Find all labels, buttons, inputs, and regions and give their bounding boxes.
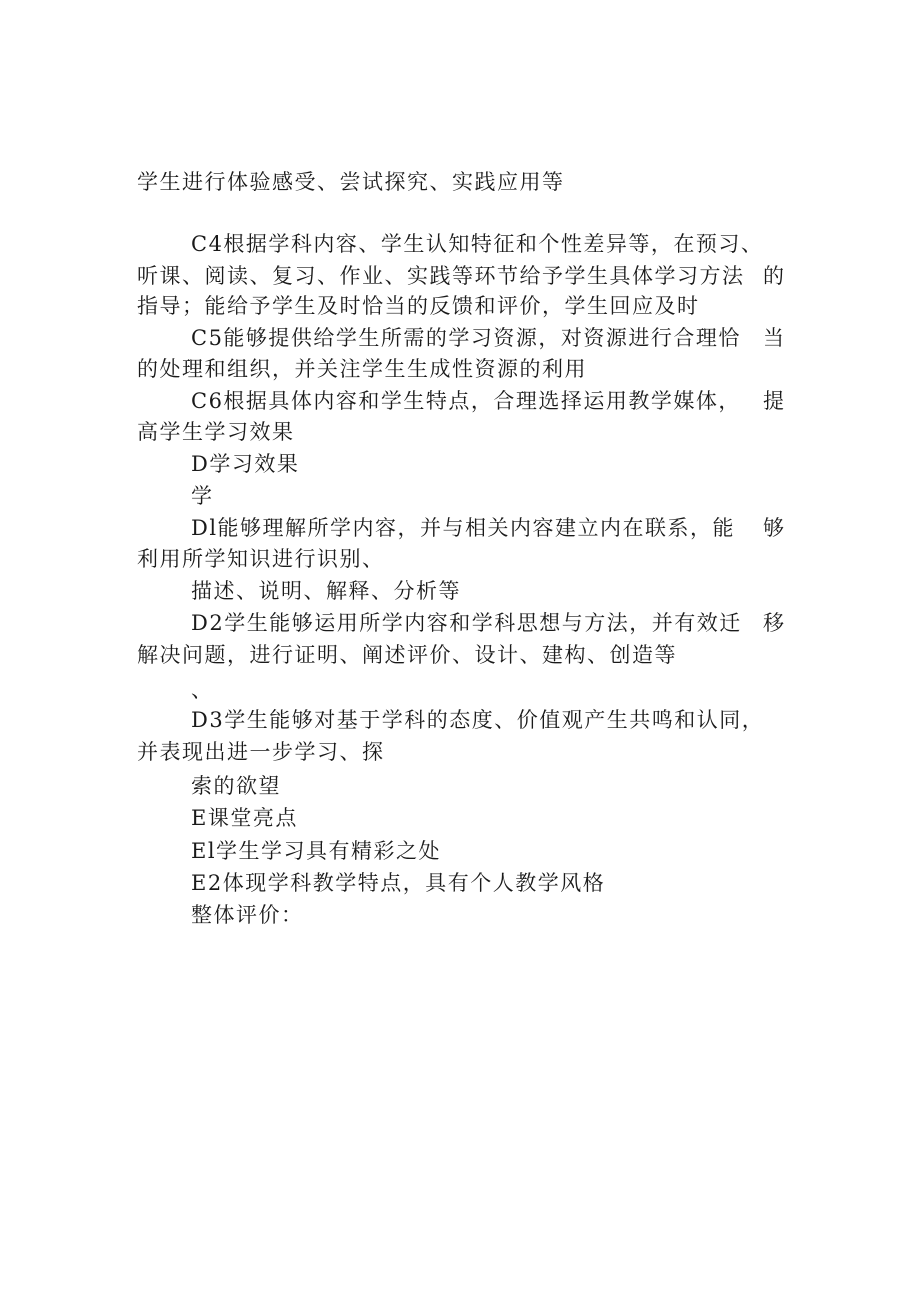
text-line-intro: 学生进行体验感受、尝试探究、实践应用等: [137, 170, 565, 194]
text-line-d2-2: 解决问题，进行证明、阐述评价、设计、建构、创造等: [137, 643, 677, 667]
text-line-xue: 学: [191, 484, 214, 508]
text-line-c6-2: 高学生学习效果: [137, 420, 295, 444]
text-line-dun: 、: [191, 678, 214, 702]
section-heading-d: D学习效果: [191, 452, 300, 476]
text-line-d1-3: 描述、说明、解释、分析等: [191, 579, 461, 603]
section-heading-e: E课堂亮点: [191, 806, 298, 830]
text-line-c4-3: 指导；能给予学生及时恰当的反馈和评价，学生回应及时: [137, 294, 700, 318]
text-line-d1-1: Dl能够理解所学内容，并与相关内容建立内在联系，能: [191, 516, 736, 540]
text-line-d2-1-end: 移: [763, 611, 784, 635]
text-line-e1: El学生学习具有精彩之处: [191, 839, 442, 863]
text-line-d1-1-end: 够: [763, 516, 784, 540]
text-line-overall: 整体评价：: [191, 903, 304, 927]
text-line-d3-2: 并表现出进一步学习、探: [137, 740, 385, 764]
text-line-c5-1: C5能够提供给学生所需的学习资源，对资源进行合理恰: [191, 326, 741, 350]
text-line-d3-1: D3学生能够对基于学科的态度、价值观产生共鸣和认同，: [191, 708, 765, 732]
text-line-d3-3: 索的欲望: [191, 774, 281, 798]
text-line-c6-1-end: 提: [763, 389, 784, 413]
text-line-c4-2-end: 的: [763, 264, 784, 288]
text-line-c5-1-end: 当: [763, 326, 784, 350]
text-line-c6-1: C6根据具体内容和学生特点，合理选择运用教学媒体，: [191, 389, 741, 413]
text-line-e2: E2体现学科教学特点，具有个人教学风格: [191, 871, 606, 895]
text-line-d2-1: D2学生能够运用所学内容和学科思想与方法，并有效迁: [191, 611, 742, 635]
text-line-d1-2: 利用所学知识进行识别、: [137, 547, 385, 571]
text-line-c4-1: C4根据学科内容、学生认知特征和个性差异等，在预习、: [191, 232, 764, 256]
text-line-c5-2: 的处理和组织，并关注学生生成性资源的利用: [137, 357, 587, 381]
text-line-c4-2: 听课、阅读、复习、作业、实践等环节给予学生具体学习方法: [137, 264, 745, 288]
